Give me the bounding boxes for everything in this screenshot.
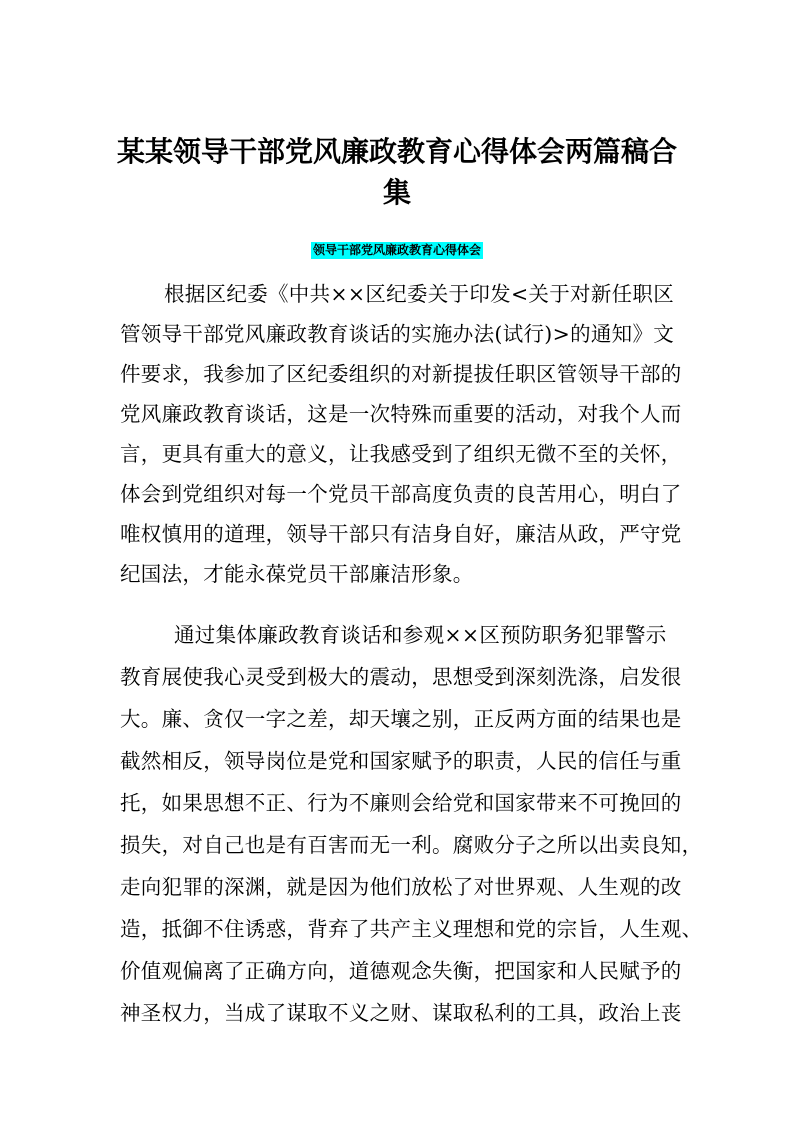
document-title-line-2: 集 bbox=[382, 176, 411, 209]
paragraph-line: 党风廉政教育谈话，这是一次特殊而重要的活动，对我个人而 bbox=[120, 402, 682, 426]
paragraph-line: 体会到党组织对每一个党员干部高度负责的良苦用心，明白了 bbox=[120, 482, 682, 506]
paragraph-line: 管领导干部党风廉政教育谈话的实施办法(试行)>的通知》文 bbox=[120, 322, 675, 346]
paragraph-line: 通过集体廉政教育谈话和参观××区预防职务犯罪警示 bbox=[174, 623, 667, 647]
paragraph-line: 价值观偏离了正确方向，道德观念失衡，把国家和人民赋予的 bbox=[120, 959, 682, 983]
paragraph-line: 唯权慎用的道理，领导干部只有洁身自好，廉洁从政，严守党 bbox=[120, 522, 682, 546]
paragraph-line: 件要求，我参加了区纪委组织的对新提拔任职区管领导干部的 bbox=[120, 362, 682, 386]
paragraph-line: 教育展使我心灵受到极大的震动，思想受到深刻洗涤，启发很 bbox=[120, 665, 682, 689]
paragraph-line: 走向犯罪的深渊，就是因为他们放松了对世界观、人生观的改 bbox=[120, 875, 682, 899]
paragraph-line: 纪国法，才能永葆党员干部廉洁形象。 bbox=[120, 562, 474, 586]
paragraph-line: 言，更具有重大的意义，让我感受到了组织无微不至的关怀， bbox=[120, 442, 682, 466]
subtitle-container bbox=[0, 241, 794, 259]
highlighted-subtitle: 领导干部党风廉政教育心得体会 bbox=[312, 243, 481, 257]
paragraph-line: 损失，对自己也是有百害而无一利。腐败分子之所以出卖良知， bbox=[120, 833, 703, 857]
paragraph-line: 造，抵御不住诱惑，背弃了共产主义理想和党的宗旨，人生观、 bbox=[120, 917, 703, 941]
paragraph-line: 截然相反，领导岗位是党和国家赋予的职责，人民的信任与重 bbox=[120, 749, 682, 773]
paragraph-line: 神圣权力，当成了谋取不义之财、谋取私利的工具，政治上丧 bbox=[120, 1001, 682, 1025]
document-title-line-1: 某某领导干部党风廉政教育心得体会两篇稿合 bbox=[116, 135, 677, 168]
paragraph-line: 大。廉、贪仅一字之差，却天壤之别，正反两方面的结果也是 bbox=[120, 707, 682, 731]
paragraph-line: 托，如果思想不正、行为不廉则会给党和国家带来不可挽回的 bbox=[120, 791, 682, 815]
paragraph-line: 根据区纪委《中共××区纪委关于印发<关于对新任职区 bbox=[164, 282, 675, 306]
